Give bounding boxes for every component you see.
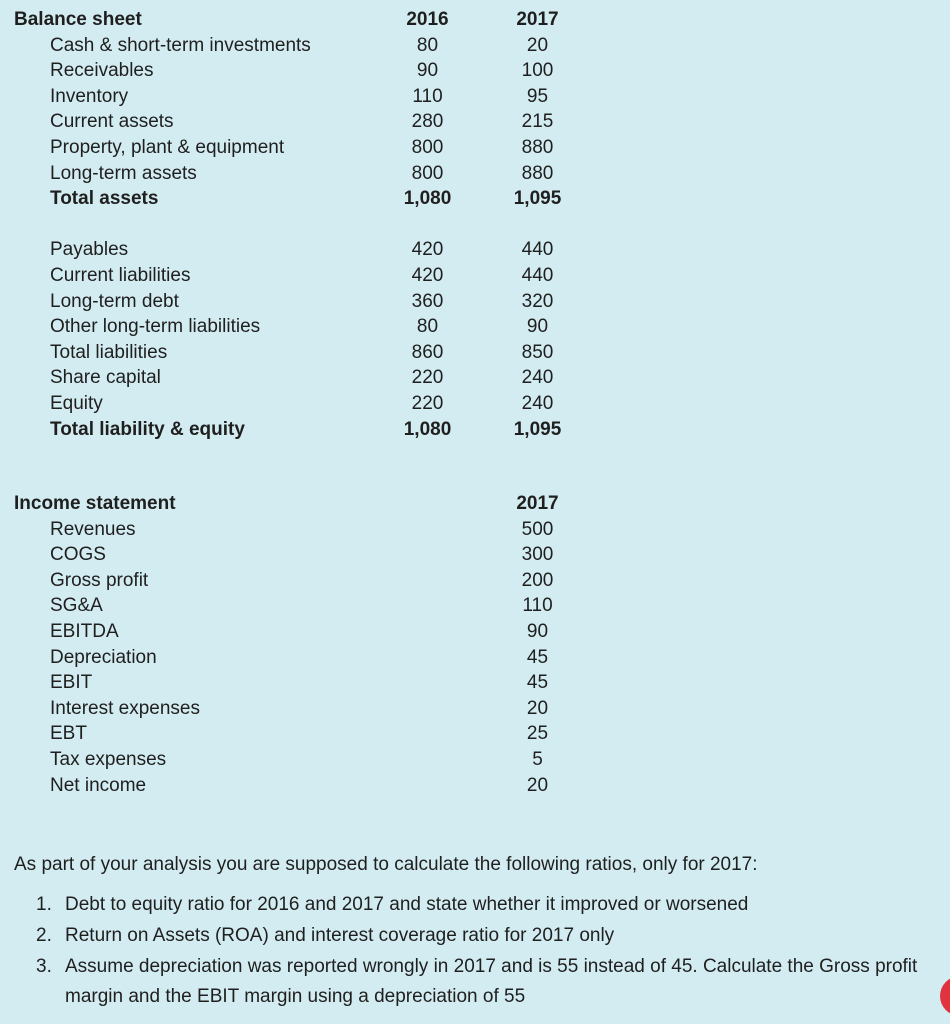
row-label: Inventory <box>50 85 129 107</box>
row-label: Equity <box>50 392 103 414</box>
income-statement-table <box>0 491 600 798</box>
assets-section <box>0 33 600 212</box>
row-label: Total liabilities <box>50 341 168 363</box>
question-text: Return on Assets (ROA) and interest coverage ratio for 2017 only <box>65 925 615 946</box>
value-2017: 20 <box>526 774 549 796</box>
balance-sheet-table <box>0 7 600 442</box>
value-2016: 860 <box>411 341 444 363</box>
table-row <box>0 417 600 443</box>
value-2017: 880 <box>521 136 554 158</box>
value-2016: 1,080 <box>403 188 452 210</box>
row-label: Receivables <box>50 60 154 82</box>
row-label: Total assets <box>50 188 159 210</box>
table-row <box>0 237 600 263</box>
value-2017: 440 <box>521 264 554 286</box>
liabilities-section <box>0 237 600 442</box>
table-row <box>0 696 600 722</box>
question-item <box>14 952 944 1012</box>
value-2016: 80 <box>416 34 439 56</box>
table-row <box>0 109 600 135</box>
table-row <box>0 263 600 289</box>
question-item <box>14 890 944 920</box>
value-2016: 800 <box>411 162 444 184</box>
value-2017: 90 <box>526 316 549 338</box>
value-2016: 80 <box>416 316 439 338</box>
value-2017: 880 <box>521 162 554 184</box>
row-label: Long-term assets <box>50 162 197 184</box>
row-label: Gross profit <box>50 569 149 591</box>
value-2017: 1,095 <box>513 188 562 210</box>
question-number: 2. <box>36 925 52 946</box>
column-header-2016: 2016 <box>406 9 449 30</box>
value-2017: 240 <box>521 392 554 414</box>
income-statement-title: Income statement <box>14 493 176 514</box>
question-block <box>14 850 944 1013</box>
value-2017: 850 <box>521 341 554 363</box>
value-2017: 45 <box>526 646 549 668</box>
row-label: Depreciation <box>50 646 157 668</box>
value-2017: 5 <box>532 748 543 770</box>
question-list <box>14 890 944 1012</box>
value-2016: 220 <box>411 392 444 414</box>
value-2016: 220 <box>411 367 444 389</box>
question-text: Debt to equity ratio for 2016 and 2017 and state whether it improved or worsened <box>65 894 749 915</box>
value-2016: 800 <box>411 136 444 158</box>
table-row <box>0 186 600 212</box>
row-label: SG&A <box>50 595 103 617</box>
column-header-2017: 2017 <box>516 9 559 30</box>
question-intro: As part of your analysis you are supposed to calculate the following ratios, only for 2017: <box>14 854 758 875</box>
row-label: Long-term debt <box>50 290 179 312</box>
value-2017: 440 <box>521 239 554 261</box>
table-row <box>0 747 600 773</box>
value-2017: 25 <box>526 723 549 745</box>
row-label: Total liability & equity <box>50 418 245 440</box>
value-2017: 320 <box>521 290 554 312</box>
row-label: Other long-term liabilities <box>50 316 261 338</box>
value-2016: 360 <box>411 290 444 312</box>
question-item <box>14 921 944 951</box>
table-row <box>0 391 600 417</box>
table-row <box>0 365 600 391</box>
row-label: Cash & short-term investments <box>50 34 311 56</box>
table-row <box>0 517 600 543</box>
value-2017: 20 <box>526 697 549 719</box>
table-row <box>0 593 600 619</box>
row-label: COGS <box>50 544 106 566</box>
table-row <box>0 542 600 568</box>
row-label: EBT <box>50 723 87 745</box>
table-row <box>0 670 600 696</box>
table-row <box>0 84 600 110</box>
income-rows <box>0 517 600 799</box>
row-label: Net income <box>50 774 147 796</box>
value-2017: 200 <box>521 569 554 591</box>
column-header-2017: 2017 <box>516 493 559 514</box>
value-2016: 420 <box>411 264 444 286</box>
balance-sheet-title: Balance sheet <box>14 9 142 30</box>
income-statement-header <box>0 491 600 517</box>
value-2017: 500 <box>521 518 554 540</box>
value-2016: 90 <box>416 60 439 82</box>
table-row <box>0 289 600 315</box>
value-2017: 215 <box>521 111 554 133</box>
table-row <box>0 340 600 366</box>
value-2017: 45 <box>526 672 549 694</box>
table-row <box>0 645 600 671</box>
table-row <box>0 619 600 645</box>
value-2017: 1,095 <box>513 418 562 440</box>
row-label: Current liabilities <box>50 264 191 286</box>
table-row <box>0 773 600 799</box>
row-label: Interest expenses <box>50 697 200 719</box>
row-label: Payables <box>50 239 129 261</box>
row-label: EBIT <box>50 672 93 694</box>
section-spacer <box>0 212 600 238</box>
row-label: Revenues <box>50 518 136 540</box>
table-row <box>0 161 600 187</box>
row-label: EBITDA <box>50 620 119 642</box>
balance-sheet-header <box>0 7 600 33</box>
value-2016: 420 <box>411 239 444 261</box>
row-label: Current assets <box>50 111 174 133</box>
question-text: Assume depreciation was reported wrongly in 2017 and is 55 instead of 45. Calculate the Gross profit margin and the EBIT margin using a depreciation of 55 <box>65 956 918 1007</box>
value-2016: 280 <box>411 111 444 133</box>
value-2016: 1,080 <box>403 418 452 440</box>
table-row <box>0 314 600 340</box>
value-2017: 20 <box>526 34 549 56</box>
table-row <box>0 33 600 59</box>
row-label: Tax expenses <box>50 748 167 770</box>
value-2017: 90 <box>526 620 549 642</box>
question-number: 3. <box>36 956 52 977</box>
value-2017: 95 <box>526 85 549 107</box>
table-row <box>0 721 600 747</box>
row-label: Property, plant & equipment <box>50 136 285 158</box>
value-2017: 300 <box>521 544 554 566</box>
table-row <box>0 568 600 594</box>
table-row <box>0 135 600 161</box>
value-2017: 110 <box>522 595 553 617</box>
table-row <box>0 58 600 84</box>
value-2016: 110 <box>412 85 443 107</box>
value-2017: 100 <box>521 60 554 82</box>
value-2017: 240 <box>521 367 554 389</box>
question-number: 1. <box>36 894 52 915</box>
row-label: Share capital <box>50 367 161 389</box>
